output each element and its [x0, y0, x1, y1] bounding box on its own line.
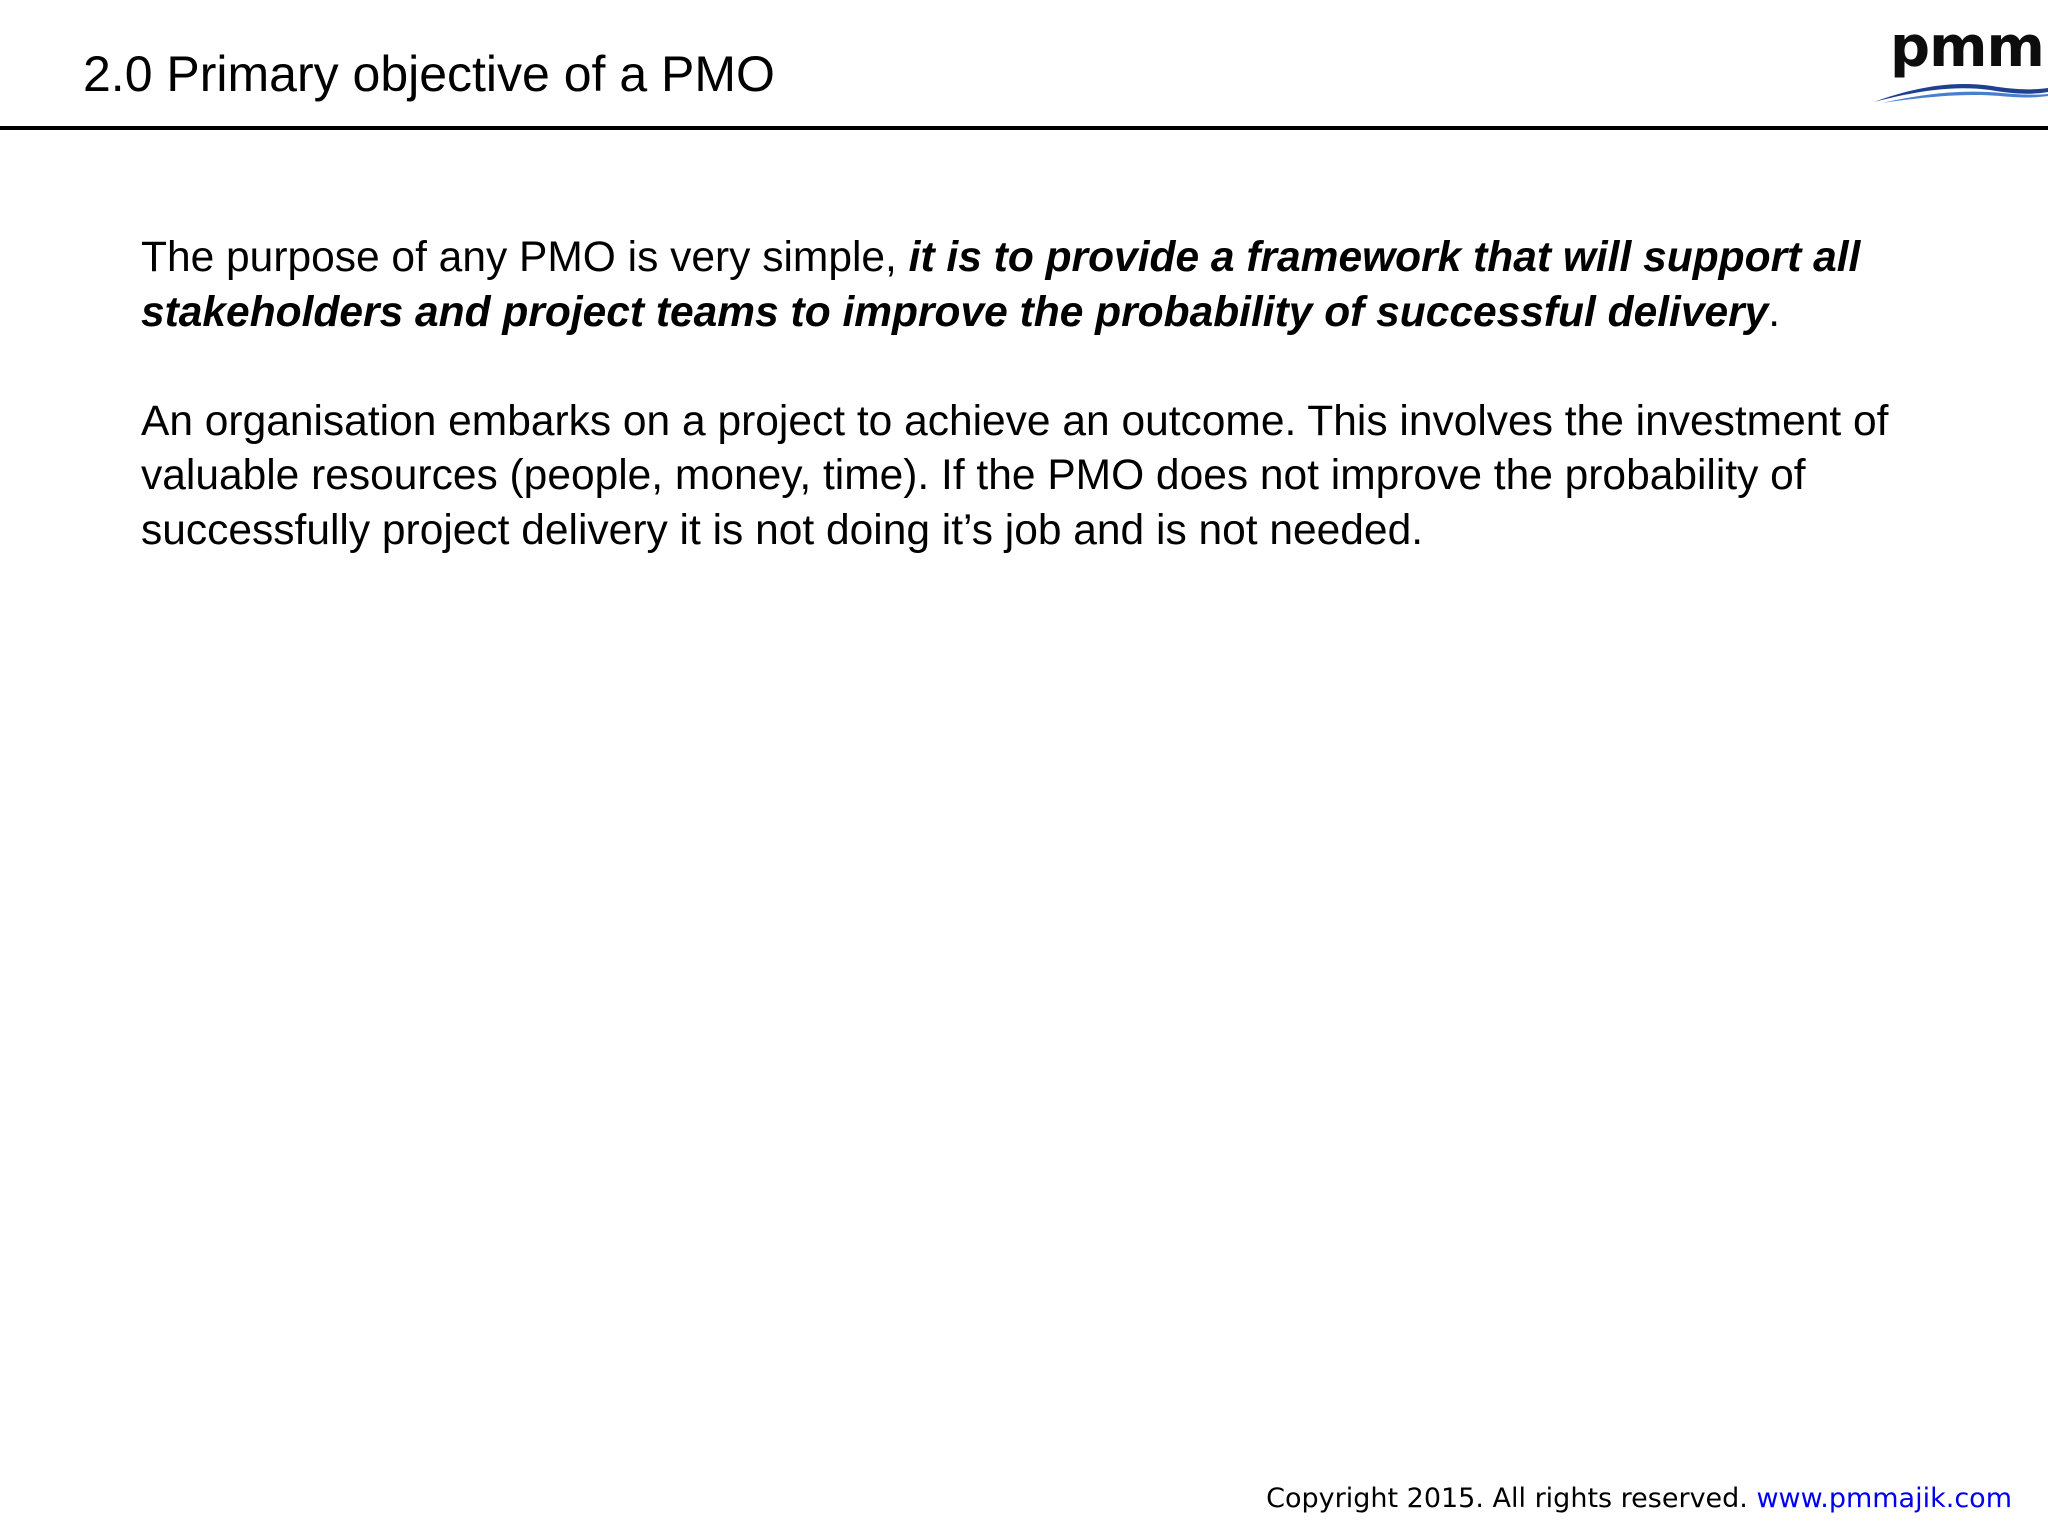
footer — [1266, 1483, 2012, 1515]
header-divider — [0, 126, 2048, 130]
website-link[interactable]: www.pmmajik.com — [1756, 1483, 2012, 1514]
purpose-emphasis-text: it is to provide a framework that will support all stakeholders and project teams to improve the probability of successful delivery — [141, 234, 1861, 336]
purpose-lead-text: The purpose of any PMO is very simple, — [141, 234, 909, 281]
purpose-paragraph — [141, 231, 1941, 340]
purpose-tail-text: . — [1768, 288, 1781, 336]
slide-body — [141, 231, 1941, 558]
pmm-logo — [1872, 15, 2048, 106]
wave-icon — [1872, 76, 2048, 106]
slide-title: 2.0 Primary objective of a PMO — [83, 46, 775, 102]
investment-paragraph: An organisation embarks on a project to achieve an outcome. This involves the investment of valuable resources (people, money, time). If the PMO does not improve the probability of successfully project delivery it is not doing it’s job and is not needed. — [141, 397, 1889, 554]
logo-text: pmm — [1890, 15, 2044, 80]
copyright-text: Copyright 2015. All rights reserved. — [1266, 1483, 1757, 1514]
